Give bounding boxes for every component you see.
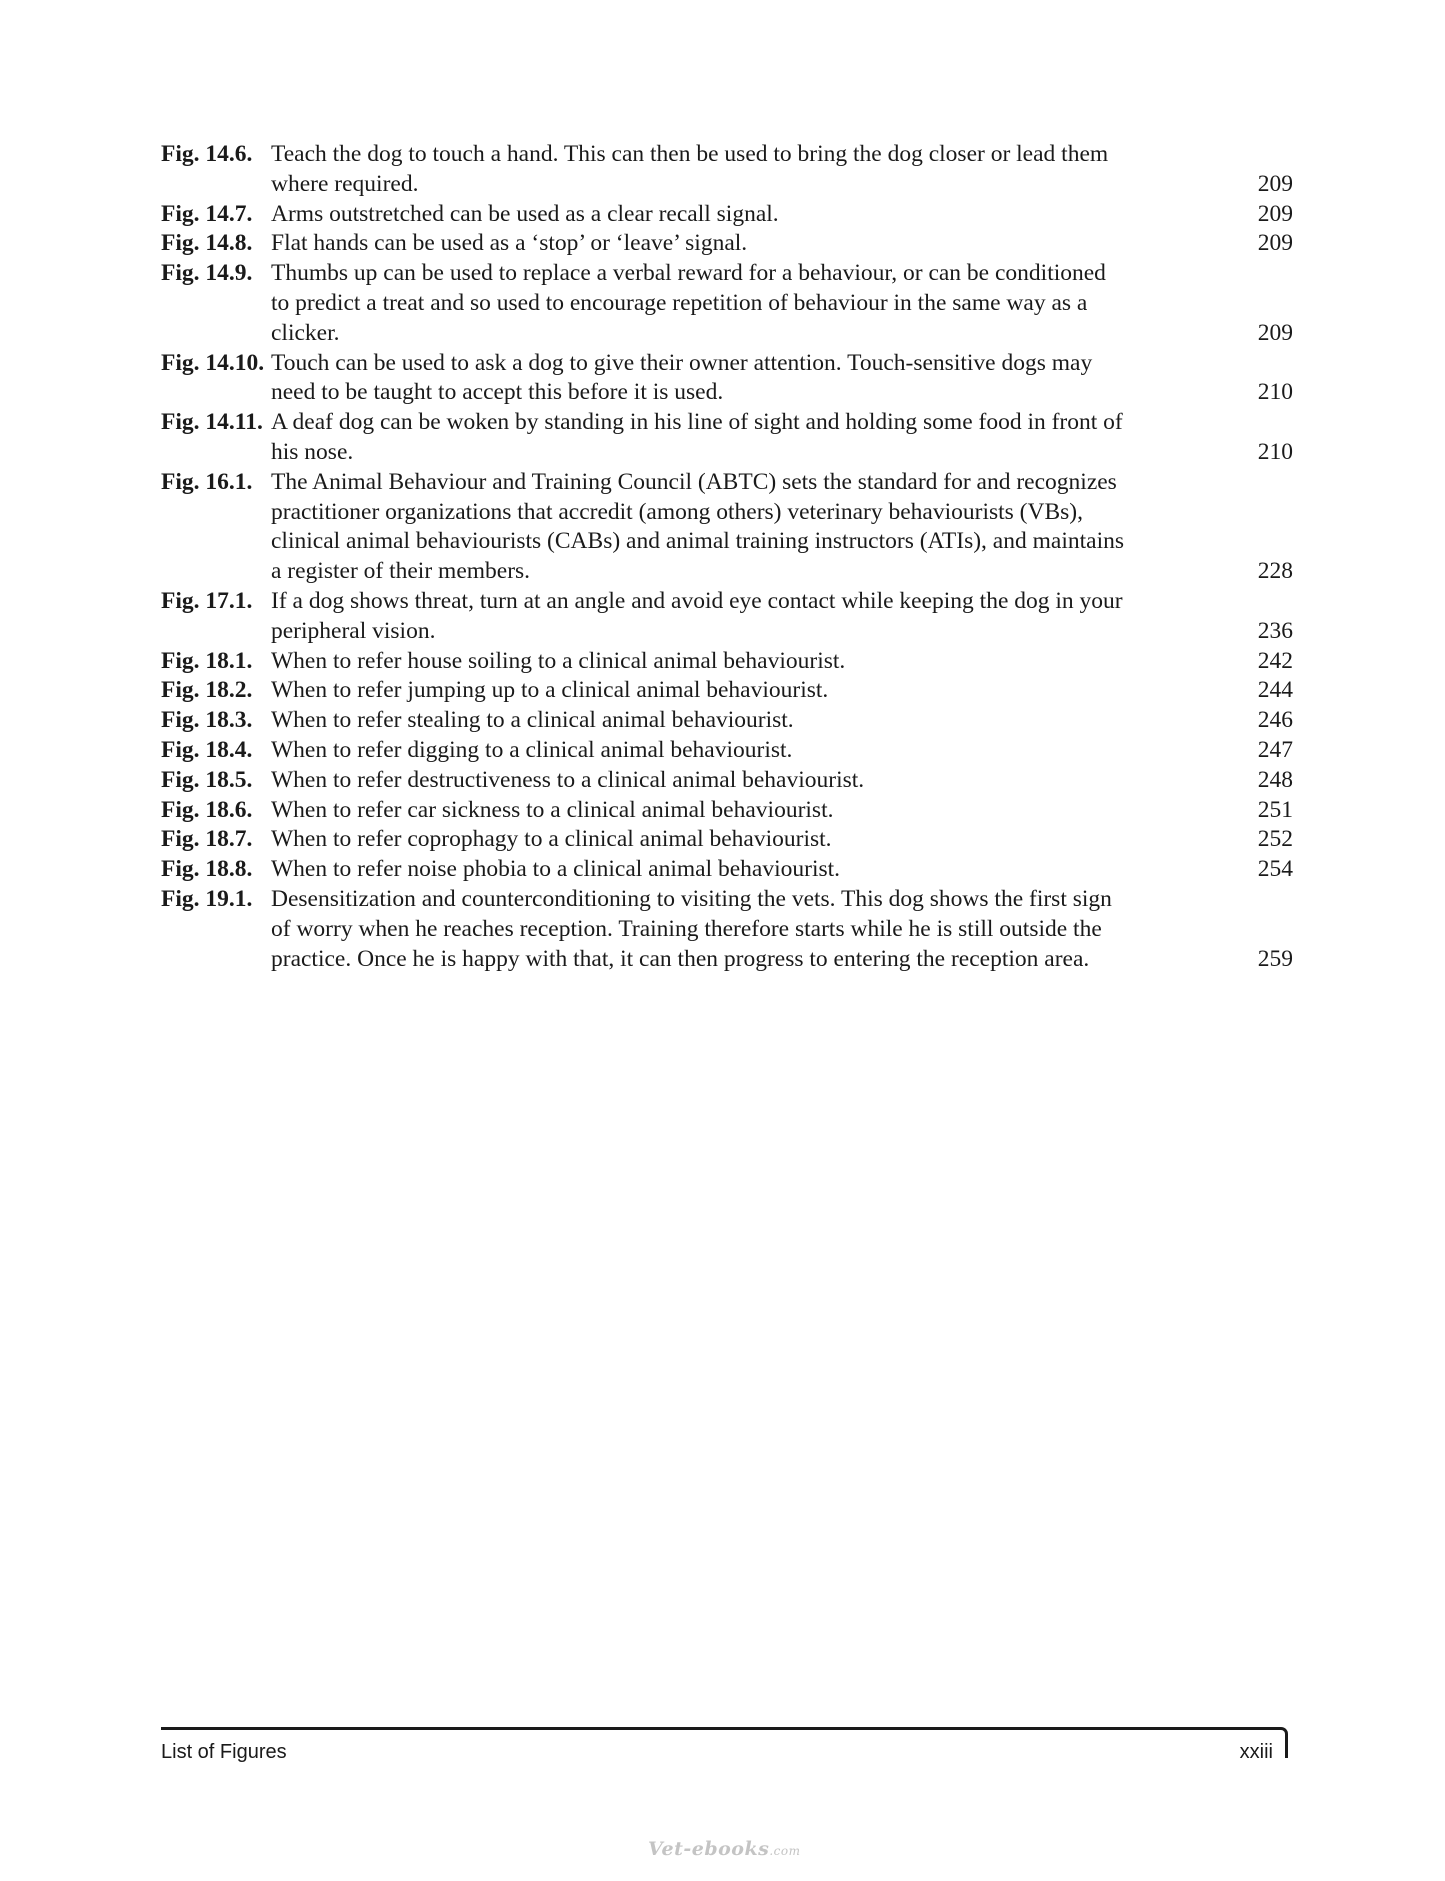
figure-entry <box>161 766 1293 796</box>
figure-number: Fig. 14.11. <box>161 409 263 436</box>
figure-entry <box>161 587 1293 647</box>
watermark-suffix: .com <box>769 1844 801 1858</box>
figure-page-number: 252 <box>1257 826 1293 853</box>
figure-caption: When to refer digging to a clinical animal behaviourist. <box>271 736 793 763</box>
figure-number: Fig. 16.1. <box>161 468 253 495</box>
figure-entry <box>161 855 1293 885</box>
figure-page-number: 209 <box>1257 200 1293 227</box>
figure-caption: Thumbs up can be used to replace a verbal reward for a behaviour, or can be conditioned to predict a treat and so used to encourage repetition of behaviour in the same way as a clicker. <box>271 260 1106 346</box>
figure-number: Fig. 14.9. <box>161 260 253 287</box>
watermark-brand: Vet-ebooks <box>648 1838 770 1860</box>
figure-caption: Desensitization and counterconditioning to visiting the vets. This dog shows the first sign of worry when he reaches reception. Training therefore starts while he is still outside the practice. Once he is happy with that, it can then progress to entering the reception area. <box>271 885 1112 972</box>
figure-caption: A deaf dog can be woken by standing in his line of sight and holding some food in front of his nose. <box>271 409 1123 465</box>
figure-page-number: 236 <box>1257 617 1293 644</box>
figure-caption: Flat hands can be used as a ‘stop’ or ‘leave’ signal. <box>271 230 748 257</box>
footer-section-title: List of Figures <box>161 1741 287 1763</box>
figure-entry <box>161 140 1293 200</box>
figure-number: Fig. 18.1. <box>161 647 253 674</box>
figure-page-number: 251 <box>1257 796 1293 823</box>
figure-page-number: 210 <box>1257 379 1293 406</box>
figure-entry <box>161 468 1293 587</box>
figure-caption: Teach the dog to touch a hand. This can then be used to bring the dog closer or lead them where required. <box>271 141 1109 197</box>
figure-entry <box>161 408 1293 468</box>
figure-entry <box>161 676 1293 706</box>
figure-number: Fig. 19.1. <box>161 885 253 912</box>
figure-page-number: 248 <box>1257 766 1293 793</box>
figure-number: Fig. 18.6. <box>161 796 253 823</box>
figure-caption: When to refer car sickness to a clinical animal behaviourist. <box>271 796 834 823</box>
figure-number: Fig. 18.8. <box>161 856 253 883</box>
watermark-logo <box>648 1838 800 1860</box>
figure-entry <box>161 647 1293 677</box>
figure-entry <box>161 229 1293 259</box>
figure-caption: If a dog shows threat, turn at an angle and avoid eye contact while keeping the dog in your peripheral vision. <box>271 587 1123 644</box>
figure-entry <box>161 885 1293 974</box>
figure-entry <box>161 706 1293 736</box>
figure-page-number: 228 <box>1257 558 1293 585</box>
figure-caption: When to refer house soiling to a clinical animal behaviourist. <box>271 647 846 674</box>
figure-number: Fig. 18.4. <box>161 736 253 763</box>
figure-page-number: 242 <box>1257 647 1293 674</box>
figure-page-number: 209 <box>1257 170 1293 197</box>
footer-page-number: xxiii <box>1239 1741 1273 1763</box>
figure-caption: Touch can be used to ask a dog to give their owner attention. Touch-sensitive dogs may need to be taught to accept this before it is used. <box>271 349 1093 406</box>
figure-caption: When to refer jumping up to a clinical animal behaviourist. <box>271 677 829 704</box>
figure-page-number: 209 <box>1257 230 1293 257</box>
figure-page-number: 247 <box>1257 736 1293 763</box>
figure-entry <box>161 736 1293 766</box>
figure-caption: Arms outstretched can be used as a clear recall signal. <box>271 200 779 227</box>
figure-page-number: 210 <box>1257 438 1293 465</box>
figure-number: Fig. 14.8. <box>161 230 253 257</box>
figure-caption: When to refer noise phobia to a clinical animal behaviourist. <box>271 856 841 883</box>
figure-caption: The Animal Behaviour and Training Council (ABTC) sets the standard for and recognizes practitioner organizations that accredit (among others) veterinary behaviourists (VBs), clinical animal behaviourists (CABs) and animal training instructors (ATIs), and maintains a register of their members. <box>271 468 1124 585</box>
figure-list <box>161 140 1293 974</box>
figure-number: Fig. 18.7. <box>161 826 253 853</box>
figure-caption: When to refer coprophagy to a clinical animal behaviourist. <box>271 826 832 853</box>
figure-page-number: 244 <box>1257 677 1293 704</box>
figure-entry <box>161 259 1293 348</box>
figure-entry <box>161 200 1293 230</box>
footer-rule <box>161 1727 1288 1758</box>
figure-entry <box>161 349 1293 409</box>
figure-number: Fig. 14.10. <box>161 349 265 376</box>
figure-page-number: 259 <box>1257 945 1293 972</box>
figure-entry <box>161 796 1293 826</box>
figure-page-number: 246 <box>1257 707 1293 734</box>
figure-caption: When to refer stealing to a clinical animal behaviourist. <box>271 707 794 734</box>
figure-page-number: 254 <box>1257 856 1293 883</box>
figure-entry <box>161 825 1293 855</box>
figure-number: Fig. 18.2. <box>161 677 253 704</box>
figure-caption: When to refer destructiveness to a clinical animal behaviourist. <box>271 766 865 793</box>
figure-number: Fig. 14.6. <box>161 141 253 167</box>
figure-number: Fig. 17.1. <box>161 587 253 614</box>
figure-number: Fig. 18.3. <box>161 707 253 734</box>
figure-number: Fig. 14.7. <box>161 200 253 227</box>
figure-number: Fig. 18.5. <box>161 766 253 793</box>
figure-page-number: 209 <box>1257 319 1293 346</box>
